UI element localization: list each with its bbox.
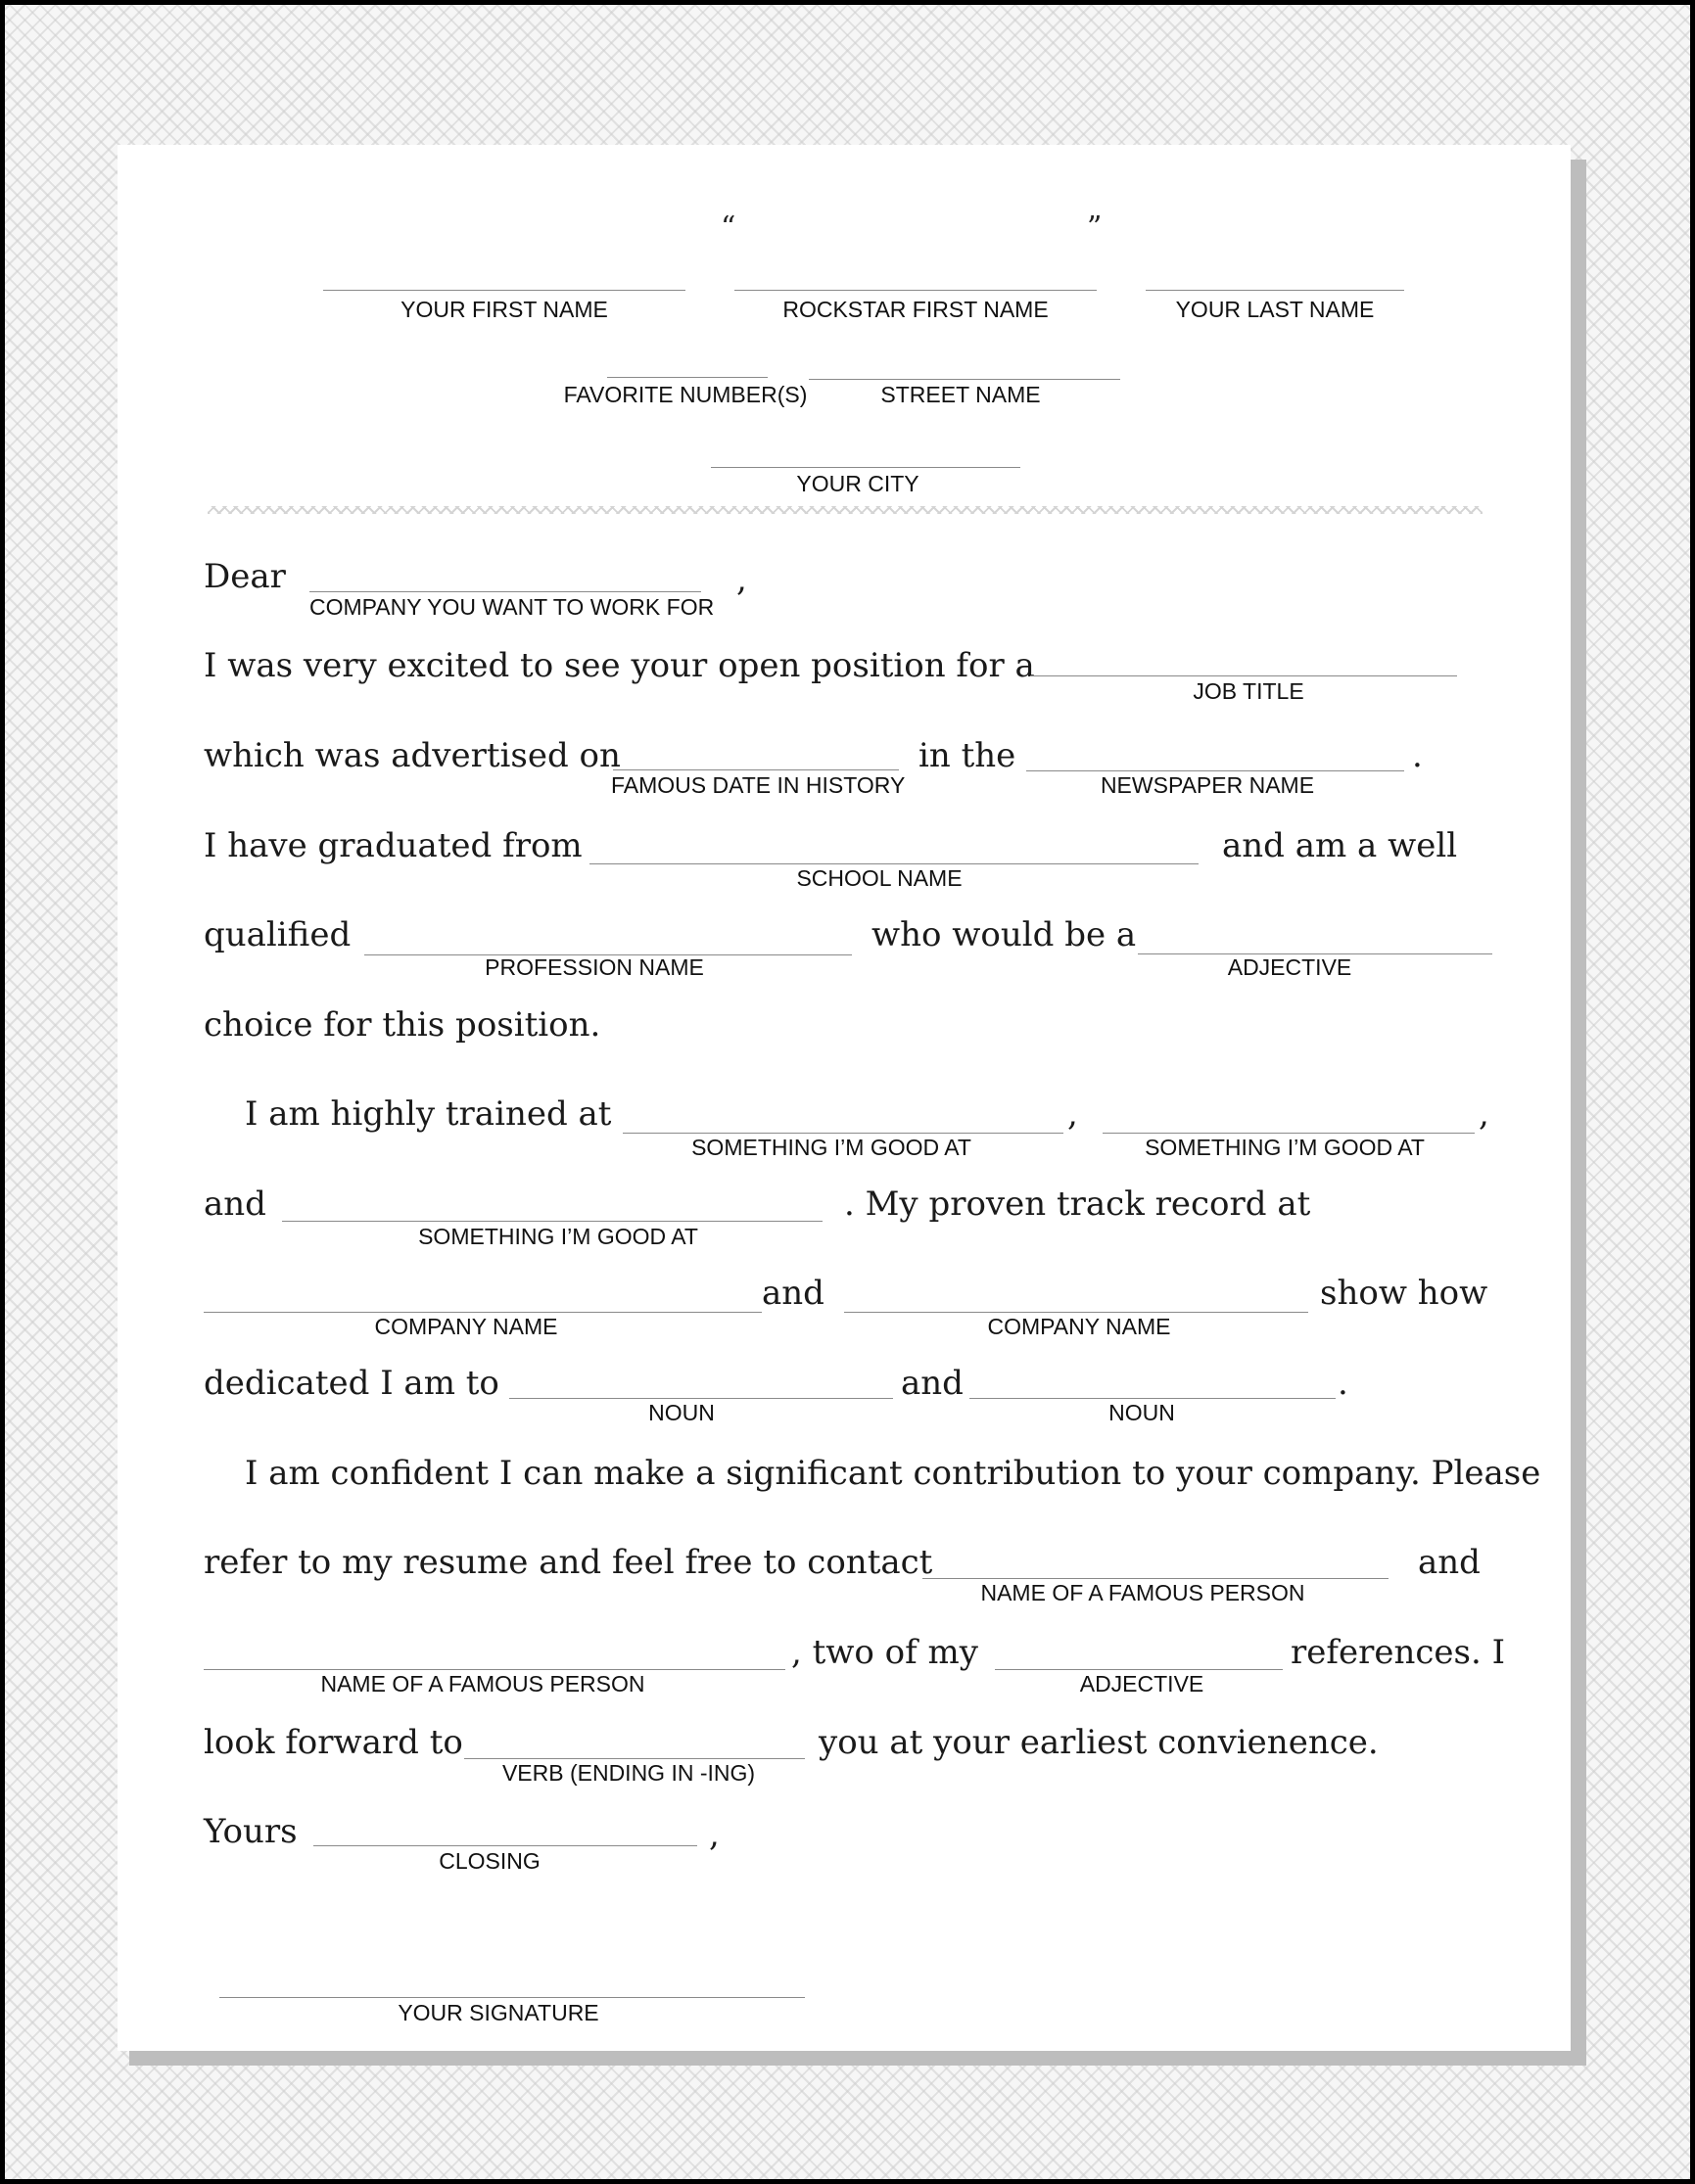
favorite-numbers-label: FAVORITE NUMBER(S) [563, 382, 808, 407]
good-at-2-label: SOMETHING I’M GOOD AT [1145, 1135, 1425, 1160]
noun-2-label: NOUN [1108, 1400, 1175, 1425]
line-12b-text: and [1418, 1543, 1481, 1582]
city-label: YOUR CITY [796, 471, 919, 496]
company-want-label: COMPANY YOU WANT TO WORK FOR [309, 594, 715, 620]
rockstar-name-label: ROCKSTAR FIRST NAME [782, 297, 1049, 322]
line-2-text: I was very excited to see your open position for a [204, 646, 1035, 685]
street-name-label: STREET NAME [880, 382, 1041, 407]
job-title-blank[interactable] [1030, 675, 1457, 676]
line-6-text: choice for this position. [204, 1005, 601, 1045]
closing-blank[interactable] [313, 1845, 697, 1846]
school-label: SCHOOL NAME [796, 865, 963, 891]
line-13a-text: , two of my [791, 1633, 978, 1672]
famous-date-blank[interactable] [613, 769, 899, 770]
line-4a-text: I have graduated from [204, 826, 583, 865]
line-9a-text: and [762, 1274, 824, 1313]
line-14a-text: look forward to [204, 1723, 463, 1762]
closing-label: CLOSING [439, 1848, 541, 1874]
signature-label: YOUR SIGNATURE [398, 2000, 599, 2025]
noun-blank[interactable] [509, 1398, 893, 1399]
good-at-label: SOMETHING I’M GOOD AT [691, 1135, 971, 1160]
first-name-blank[interactable] [323, 290, 685, 291]
verb-ing-label: VERB (ENDING IN -ING) [501, 1760, 756, 1786]
good-at-3-blank[interactable] [282, 1221, 823, 1222]
line-10a-text: dedicated I am to [204, 1364, 499, 1403]
famous-person-label: NAME OF A FAMOUS PERSON [980, 1580, 1305, 1605]
line-12a-text: refer to my resume and feel free to contact [204, 1543, 933, 1582]
good-at-3-label: SOMETHING I’M GOOD AT [418, 1224, 698, 1249]
line-14b-text: you at your earliest convienence. [819, 1723, 1379, 1762]
street-name-blank[interactable] [809, 379, 1120, 380]
close-quote: ” [1087, 210, 1103, 245]
section-divider [208, 506, 1483, 514]
line-13b-text: references. I [1291, 1633, 1506, 1672]
newspaper-label: NEWSPAPER NAME [1100, 772, 1315, 798]
dear-text: Dear [204, 557, 286, 596]
line-3-period: . [1412, 736, 1423, 775]
rockstar-name-blank[interactable] [734, 290, 1097, 291]
adjective-label: ADJECTIVE [1227, 954, 1352, 980]
company-name-blank[interactable] [204, 1312, 762, 1313]
line-8b-text: . My proven track record at [844, 1185, 1311, 1224]
line-8a-text: and [204, 1185, 266, 1224]
favorite-numbers-blank[interactable] [607, 377, 768, 378]
famous-person-2-blank[interactable] [204, 1669, 785, 1670]
line-4b-text: and am a well [1222, 826, 1458, 865]
line-5a-text: qualified [204, 915, 352, 954]
city-blank[interactable] [711, 467, 1020, 468]
profession-label: PROFESSION NAME [485, 954, 704, 980]
company-name-label: COMPANY NAME [374, 1314, 558, 1339]
line-11-text: I am confident I can make a significant contribution to your company. Please [245, 1454, 1541, 1493]
line-9b-text: show how [1320, 1274, 1488, 1313]
yours-text: Yours [204, 1812, 298, 1851]
famous-person-2-label: NAME OF A FAMOUS PERSON [320, 1671, 645, 1696]
line-7-comma-2: , [1479, 1094, 1489, 1134]
first-name-label: YOUR FIRST NAME [400, 297, 608, 322]
adjective-2-blank[interactable] [995, 1669, 1283, 1670]
newspaper-blank[interactable] [1026, 770, 1404, 771]
adjective-2-label: ADJECTIVE [1079, 1671, 1204, 1696]
dear-comma: , [736, 560, 747, 599]
last-name-label: YOUR LAST NAME [1175, 297, 1375, 322]
famous-date-label: FAMOUS DATE IN HISTORY [611, 772, 906, 798]
open-quote: “ [721, 210, 736, 245]
noun-label: NOUN [648, 1400, 715, 1425]
noun-2-blank[interactable] [969, 1398, 1336, 1399]
verb-ing-blank[interactable] [464, 1758, 805, 1759]
company-want-blank[interactable] [309, 591, 701, 592]
good-at-blank[interactable] [623, 1133, 1063, 1134]
line-10b-text: and [901, 1364, 964, 1403]
famous-person-blank[interactable] [922, 1578, 1389, 1579]
last-name-blank[interactable] [1146, 290, 1404, 291]
line-5b-text: who would be a [871, 915, 1137, 954]
line-10-period: . [1338, 1364, 1348, 1403]
line-3a-text: which was advertised on [204, 736, 621, 775]
line-3b-text: in the [918, 736, 1016, 775]
line-7a-text: I am highly trained at [245, 1094, 612, 1134]
company-name-2-blank[interactable] [844, 1312, 1308, 1313]
school-blank[interactable] [589, 863, 1199, 864]
closing-comma: , [709, 1815, 720, 1854]
signature-blank[interactable] [219, 1997, 805, 1998]
job-title-label: JOB TITLE [1193, 678, 1304, 704]
line-7-comma-1: , [1067, 1094, 1078, 1134]
company-name-2-label: COMPANY NAME [987, 1314, 1171, 1339]
good-at-2-blank[interactable] [1103, 1133, 1475, 1134]
